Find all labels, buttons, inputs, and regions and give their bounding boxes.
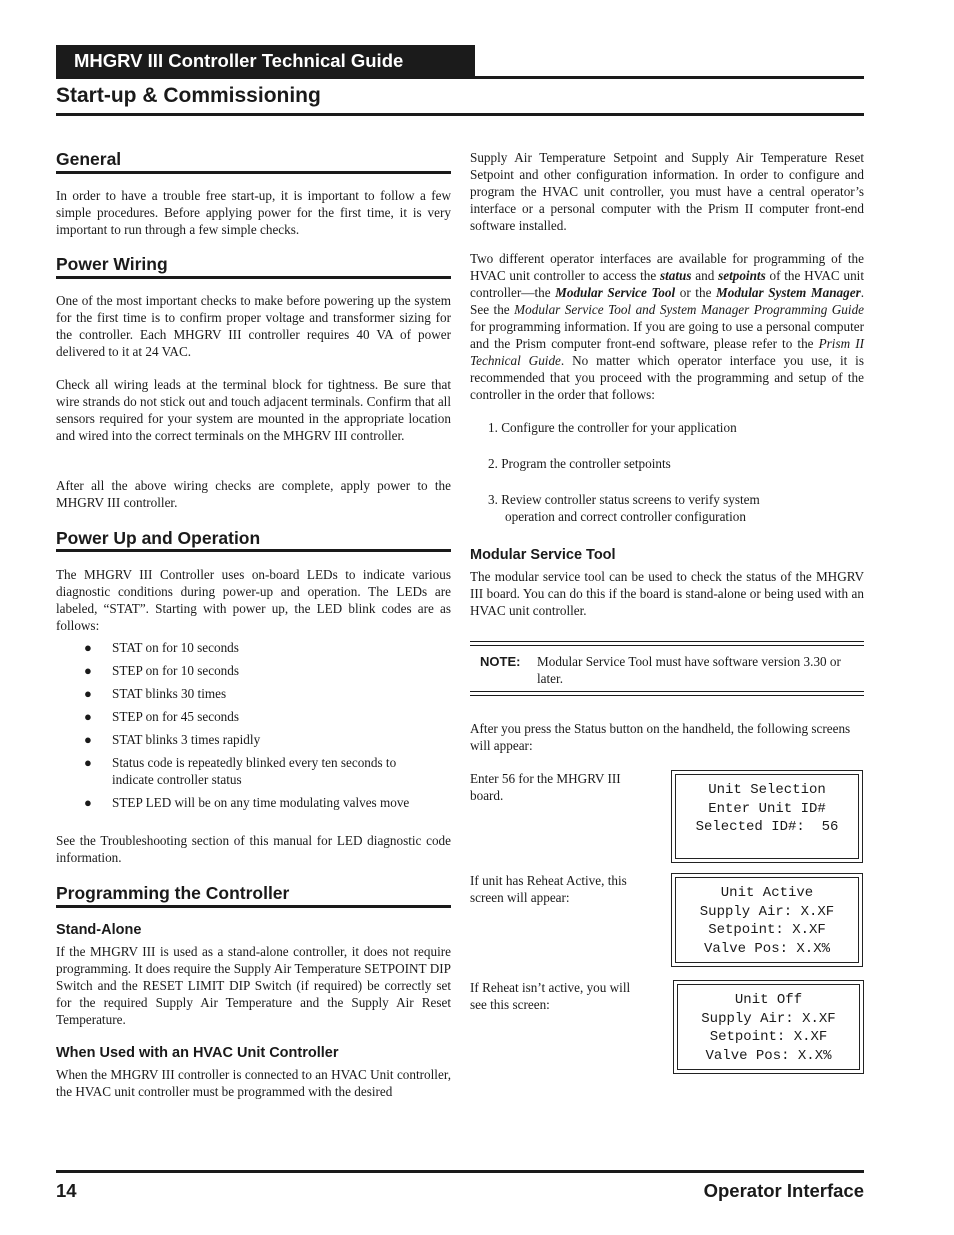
general-rule: [56, 171, 451, 174]
list-item: ● STEP LED will be on any time modulating valves move: [84, 795, 410, 810]
guide-title-tab: MHGRV III Controller Technical Guide: [56, 45, 475, 77]
note-rule-top-1: [470, 641, 864, 642]
screen3-caption: If Reheat isn’t active, you will see this screen:: [470, 980, 631, 1012]
screen2-caption: If unit has Reheat Active, this screen will appear:: [470, 873, 627, 905]
list-item: ● STAT blinks 30 times: [84, 686, 227, 701]
mst-heading: Modular Service Tool: [470, 547, 616, 563]
list-item: ● STAT blinks 3 times rapidly: [84, 732, 261, 747]
list-item: ● STAT on for 10 seconds: [84, 640, 239, 655]
section-title: Start-up & Commissioning: [56, 84, 321, 107]
note-text: Modular Service Tool must have software version 3.30 or later.: [537, 654, 841, 686]
note-rule-bottom-1: [470, 691, 864, 692]
list-item: ● Status code is repeatedly blinked every ten seconds to indicate controller status: [84, 755, 397, 787]
note-rule-bottom-2: [470, 695, 864, 696]
power-wiring-p1: One of the most important checks to make before powering up the system for the first time is to confirm proper voltage and transformer sizing for the controller. Each MHGRV III controller requires 40 VA of power delivered to it at 24 VAC.: [56, 293, 451, 359]
general-text: In order to have a trouble free start-up, it is important to follow a few simple procedures. Before applying power for the first time, it is very important to run through a few simple checks.: [56, 188, 451, 237]
right-p1: Supply Air Temperature Setpoint and Supply Air Temperature Reset Setpoint and other configuration information. In order to configure and program the HVAC unit controller, you must have a central operator’s interface or a personal computer with the Prism II computer front-end software installed.: [470, 150, 864, 233]
power-wiring-p3: After all the above wiring checks are complete, apply power to the MHGRV III controller.: [56, 478, 451, 510]
footer-rule: [56, 1170, 864, 1173]
power-up-intro: The MHGRV III Controller uses on-board LEDs to indicate various diagnostic conditions during power-up and operation. The LEDs are labeled, “STAT”. Starting with power up, the LED blink codes are as follows:: [56, 567, 451, 633]
general-heading: General: [56, 149, 122, 169]
programming-heading: Programming the Controller: [56, 883, 290, 903]
after-status-text: After you press the Status button on the handheld, the following screens will appear:: [470, 721, 851, 753]
lcd-screen-unit-selection: Unit Selection Enter Unit ID# Selected ID#: 56: [671, 770, 863, 863]
led-code-list: [84, 639, 424, 811]
mst-text: The modular service tool can be used to check the status of the MHGRV III board. You can do this if the board is stand-alone or being used with an HVAC unit controller.: [470, 569, 864, 618]
page-number: 14: [56, 1180, 77, 1201]
power-wiring-heading: Power Wiring: [56, 254, 168, 274]
hvac-text: When the MHGRV III controller is connected to an HVAC Unit controller, the HVAC unit controller must be programmed with the desired: [56, 1067, 451, 1099]
programming-rule: [56, 905, 451, 908]
power-wiring-rule: [56, 276, 451, 279]
note-rule-top-2: [470, 645, 864, 646]
power-up-rule: [56, 549, 451, 552]
note-label: NOTE:: [480, 654, 521, 669]
list-item: ● STEP on for 10 seconds: [84, 663, 239, 678]
standalone-text: If the MHGRV III is used as a stand-alone controller, it does not require programming. It does require the Supply Air Temperature SETPOINT DIP Switch and the RESET LIMIT DIP Switch (if required) be correctly set for the required Supply Air Temperature and the Supply Air Reset Temperature.: [56, 944, 451, 1027]
header-rule-top: [56, 76, 864, 79]
footer-section: Operator Interface: [703, 1180, 864, 1201]
power-up-heading: Power Up and Operation: [56, 528, 261, 548]
list-item: 3. Review controller status screens to verify system operation and correct controller configuration: [488, 492, 760, 524]
standalone-heading: Stand-Alone: [56, 922, 142, 938]
hvac-heading: When Used with an HVAC Unit Controller: [56, 1045, 339, 1061]
list-item: 1. Configure the controller for your application: [488, 420, 737, 435]
list-item: 2. Program the controller setpoints: [488, 456, 671, 471]
list-item: ● STEP on for 45 seconds: [84, 709, 239, 724]
lcd-screen-unit-off: Unit Off Supply Air: X.XF Setpoint: X.XF Valve Pos: X.X%: [673, 980, 864, 1074]
setup-steps: [488, 419, 788, 525]
lcd-screen-unit-active: Unit Active Supply Air: X.XF Setpoint: X.XF Valve Pos: X.X%: [671, 873, 863, 967]
header-rule-bottom: [56, 113, 864, 116]
right-p2: Two different operator interfaces are available for programming of the HVAC unit controller to access the status and setpoints of the HVAC unit controller—the Modular Service Tool or the Modular System Manager. See the Modular Service Tool and System Manager Programming Guide for programming information. If you are going to use a personal computer and the Prism computer front-end software, please refer to the Prism II Technical Guide. No matter which operator interface you use, it is recommended that you proceed with the programming and setup of the controller in the order that follows:: [470, 251, 865, 402]
power-up-outro: See the Troubleshooting section of this manual for LED diagnostic code information.: [56, 833, 451, 865]
power-wiring-p2: Check all wiring leads at the terminal block for tightness. Be sure that wire strands do not stick out and touch adjacent terminals. Confirm that all sensors required for your system are mounted in the appropriate location and wired into the correct terminals on the MHGRV III controller.: [56, 377, 451, 443]
screen1-caption: Enter 56 for the MHGRV III board.: [470, 771, 621, 803]
